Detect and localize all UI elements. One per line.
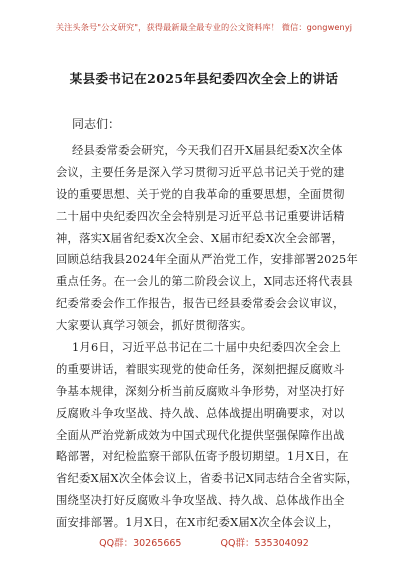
paragraph-line: 会议，主要任务是深入学习贯彻习近平总书记关于党的建 (56, 165, 345, 179)
paragraph-line: 重点任务。在一会儿的第二阶段会议上，X同志还将代表县 (56, 275, 353, 289)
paragraph-line: 经县委常委会研究，今天我们召开X届县纪委X次全体 (72, 144, 343, 157)
header-banner: 关注头条号"公文研究"，获得最新最全最专业的公文资料库！ 微信：gongwenyj (55, 22, 353, 32)
paragraph-line: 神，落实X届省纪委X次全会、X届市纪委X次全会部署， (56, 231, 344, 245)
paragraph-line: 略部署，对纪检监察干部队伍寄予殷切期望。1月X日，在 (56, 450, 349, 464)
paragraph-line: 反腐败斗争攻坚战、持久战、总体战提出明确要求，对以 (56, 406, 345, 420)
paragraph-line: 面安排部署。1月X日，在X市纪委X届X次全体会议上， (56, 516, 340, 530)
document-body (56, 116, 372, 534)
footer-contact (0, 535, 408, 549)
footer-qq-group-1: QQ群：30265665 (99, 538, 182, 549)
document-title: 某县委书记在2025年县纪委四次全会上的讲话 (69, 71, 339, 86)
salutation: 同志们： (72, 117, 121, 131)
paragraph-line: 回顾总结我县2024年全面从严治党工作，安排部署2025年 (56, 253, 358, 267)
paragraph-line: 设的重要思想、关于党的自我革命的重要思想，全面贯彻 (56, 187, 345, 201)
paragraph-line: 纪委常委会作工作报告，报告已经县委常委会会议审议， (56, 297, 345, 311)
paragraph-lines (56, 140, 372, 534)
paragraph-line: 省纪委X届X次全体会议上，省委书记X同志结合全省实际， (56, 472, 359, 486)
footer-qq-group-2: QQ群：535304092 (220, 538, 309, 549)
paragraph-line: 大家要认真学习领会，抓好贯彻落实。 (56, 319, 253, 333)
paragraph-line: 的重要讲话，着眼实现党的使命任务，深刻把握反腐败斗 (56, 362, 345, 376)
paragraph-line: 全面从严治党新成效为中国式现代化提供坚强保障作出战 (56, 428, 345, 442)
paragraph-line: 1月6日，习近平总书记在二十届中央纪委四次全会上 (72, 341, 341, 355)
paragraph-line: 争基本规律，深刻分析当前反腐败斗争形势，对坚决打好 (56, 384, 345, 398)
paragraph-line: 围绕坚决打好反腐败斗争攻坚战、持久战、总体战作出全 (56, 494, 345, 508)
paragraph-line: 二十届中央纪委四次全会特别是习近平总书记重要讲话精 (56, 209, 345, 223)
